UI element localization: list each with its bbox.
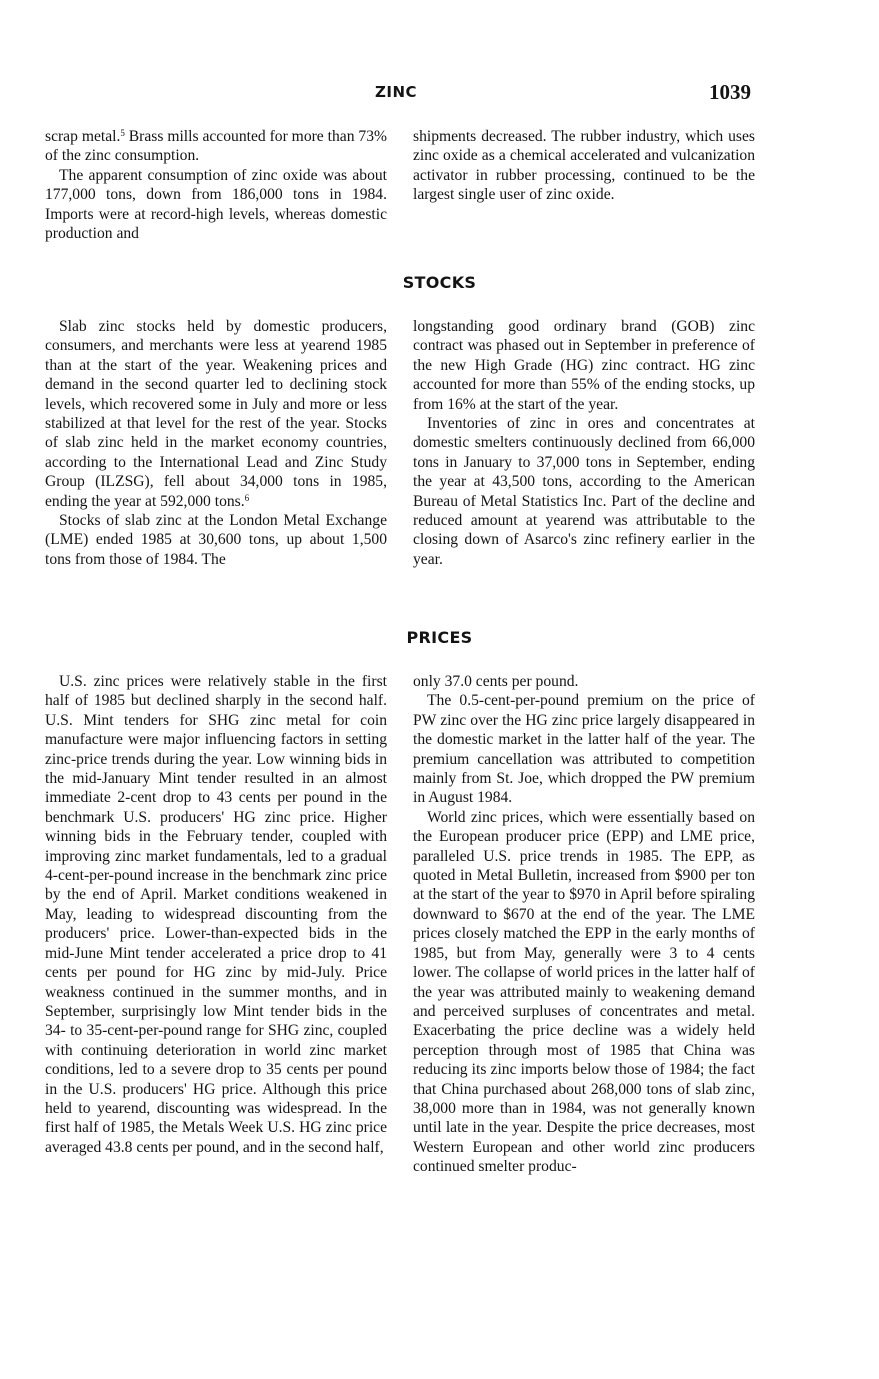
paragraph: Slab zinc stocks held by domestic producers, consumers, and merchants were less at yearend 1985 than at the start of the year. Weakening prices and demand in the second quarter led to declining stock levels, which recovered some in July and more or less stabilized at that level for the rest of the year. Stocks of slab zinc held in the market economy countries, according to the International Lead and Zinc Study Group (ILZSG), fell about 34,000 tons in 1985, ending the year at 592,000 tons.$^6$ [45, 318, 387, 510]
prices-right-column [413, 672, 755, 1177]
intro-section [45, 127, 755, 243]
prices-left-column [45, 672, 387, 1177]
paragraph: The apparent consumption of zinc oxide was about 177,000 tons, down from 186,000 tons in 1984. Imports were at record-high levels, whereas domestic production and [45, 166, 387, 243]
paragraph: scrap metal.$^5$ Brass mills accounted for more than 73% of the zinc consumption. [45, 128, 387, 165]
paragraph: World zinc prices, which were essentially based on the European producer price (EPP) and LME price, paralleled U.S. price trends in 1985. The EPP, as quoted in Metal Bulletin, increased from $900 per ton at the start of the year to $970 in April before spiraling downward to $670 at the end of the year. The LME prices closely matched the EPP in the early months of 1985, but from May, generally were 3 to 4 cents lower. The collapse of world prices in the latter half of the year was attributed mainly to weakening demand and perceived surpluses of concentrates and metal. Exacerbating the price decline was a widely held perception through most of 1985 that China was reducing its zinc imports below those of 1984; the fact that China purchased about 268,000 tons of slab zinc, 38,000 more than in 1984, was not generally known until late in the year. Despite the price decreases, most Western European and other world zinc producers continued smelter produc- [413, 808, 755, 1176]
running-title: ZINC [375, 83, 418, 101]
intro-right-column [413, 127, 755, 243]
page-header [0, 80, 879, 112]
paragraph: Inventories of zinc in ores and concentrates at domestic smelters continuously declined from 66,000 tons in January to 37,000 tons in September, ending the year at 43,500 tons, according to the American Bureau of Metal Statistics Inc. Part of the decline and reduced amount at yearend was attributable to the closing down of Asarco's zinc refinery earlier in the year. [413, 415, 755, 568]
prices-section [45, 672, 755, 1177]
paragraph: only 37.0 cents per pound. [413, 673, 579, 690]
stocks-right-column [413, 317, 755, 569]
section-heading-stocks: STOCKS [402, 273, 477, 292]
paragraph: The 0.5-cent-per-pound premium on the price of PW zinc over the HG zinc price largely disappeared in the domestic market in the latter half of the year. The premium cancellation was attributed to competition mainly from St. Joe, which dropped the PW premium in August 1984. [413, 692, 755, 807]
paragraph: longstanding good ordinary brand (GOB) zinc contract was phased out in September in preference of the new High Grade (HG) zinc contract. HG zinc accounted for more than 55% of the ending stocks, up from 16% at the start of the year. [413, 318, 755, 413]
footnote-ref: 5 [120, 128, 125, 138]
stocks-left-column [45, 317, 387, 569]
footnote-ref: 6 [244, 492, 250, 503]
paragraph: Stocks of slab zinc at the London Metal Exchange (LME) ended 1985 at 30,600 tons, up about 1,500 tons from those of 1984. The [45, 512, 387, 568]
paragraph: shipments decreased. The rubber industry, which uses zinc oxide as a chemical accelerated and vulcanization activator in rubber processing, continued to be the largest single user of zinc oxide. [413, 128, 755, 204]
paragraph: U.S. zinc prices were relatively stable in the first half of 1985 but declined sharply in the second half. U.S. Mint tenders for SHG zinc metal for coin manufacture were major influencing factors in setting zinc-price trends during the year. Low winning bids in the mid-January Mint tender resulted in an almost immediate 2-cent drop to 43 cents per pound in the benchmark U.S. producers' HG zinc price. Higher winning bids in the February tender, coupled with improving zinc market fundamentals, led to a gradual 4-cent-per-pound increase in the benchmark zinc price by the end of April. Market conditions weakened in May, leading to widespread discounting from the producers' price. Lower-than-expected bids in the mid-June Mint tender accelerated a price drop to 41 cents per pound for HG zinc by mid-July. Price weakness continued in the summer months, and in September, surprisingly low Mint tender bids in the 34- to 35-cent-per-pound range for SHG zinc, coupled with continuing deterioration in world zinc market conditions, led to a severe drop to 35 cents per pound in the U.S. producers' HG price. Although this price held to yearend, discounting was widespread. In the first half of 1985, the Metals Week U.S. HG zinc price averaged 43.8 cents per pound, and in the second half, [45, 673, 387, 1156]
section-heading-prices: PRICES [406, 628, 473, 647]
stocks-section [45, 317, 755, 569]
page-number: 1039 [709, 80, 751, 104]
intro-left-column [45, 127, 387, 243]
